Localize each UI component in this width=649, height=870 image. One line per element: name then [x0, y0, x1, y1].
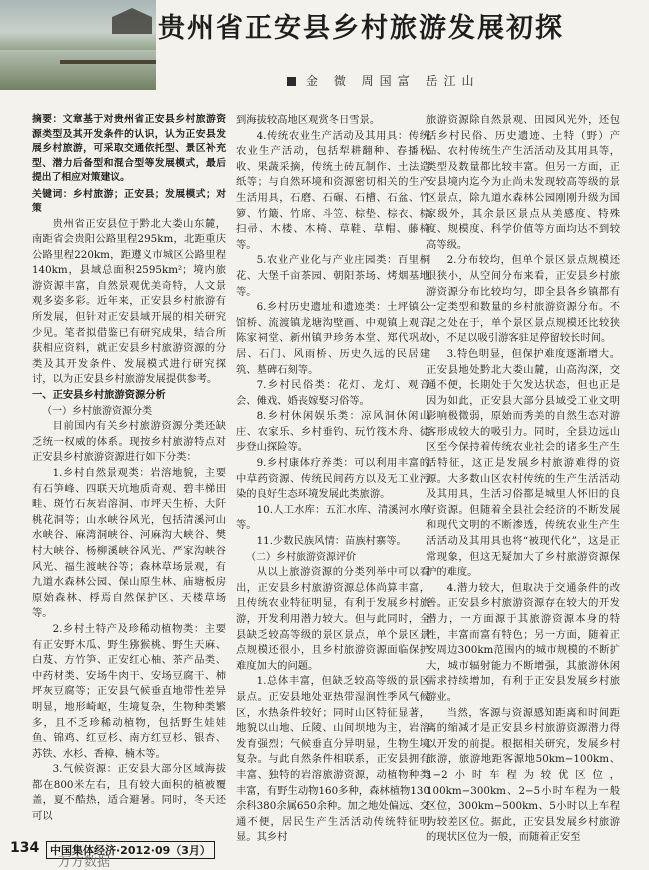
paragraph: 4.传统农业生产活动及其用具：传统农业生产活动，包括犁耕翻种、春播秋收、果蔬采摘，传统土砖瓦制作、土法造纸等；与自然环境和资源密切相关的生产生活用具，石磨、石碾、石槽、石盆、竹箩、竹簸、竹席、斗笠、棕垫、棕衣、棕扫帚、木楼、木椅、草鞋、草帽、藤椅等。 — [236, 129, 430, 251]
intro-paragraph: 贵州省正安县位于黔北大娄山东麓，南距省会贵阳公路里程295km，北距重庆公路里程220km，距遵义市城区公路里程140km，县域总面积2595km²；境内旅游资源丰富，自然景观优美奇特，人文景观多姿多彩。近年来，正安县乡村旅游有所发展，但针对正安县域开展的相关研究少见。笔者拟借鉴已有研究成果，结合所获相应资料，就正安县乡村旅游资源的分类及其开发条件、发展模式进行研究探讨，以为正安县乡村旅游发展提供参考。 — [32, 217, 226, 386]
article-title: 贵州省正安县乡村旅游发展初探 — [158, 13, 564, 44]
magazine-info: 中国集体经济·2012·09（3月） — [46, 841, 215, 859]
paragraph: 到海拔较高地区观赏冬日雪景。 — [236, 114, 381, 126]
section-heading-1: 一、正安县乡村旅游资源分析 — [32, 389, 166, 402]
paragraph: 3.特色明显，但保护难度逐渐增大。正安县地处黔北大娄山麓，山高沟深，交通不便，长期处于欠发达状态，但也正是因为如此，正安县大部分县域受工业文明影响极微弱，原始而秀美的自然生态对游客形成较大的吸引力。同时，全县边远山区至今保持着传统农业社会的诸多生产生活特征，这正是发展乡村旅游难得的资源。大多数山区农村传统的生产生活活动及其用具，生活习俗都是城里人怀旧的良好资源。但随着全县社会经济的不断发展和现代文明的不断渗透，传统农业生产生活活动及其用具也将“被现代化”，这是正常现象，但这无疑加大了乡村旅游资源保护的难度。 — [426, 347, 620, 579]
paragraph: 目前国内有关乡村旅游资源分类还缺乏统一权威的体系。现按乡村旅游特点对正安县乡村旅游资源进行如下分类： — [32, 420, 226, 464]
pavilion-image — [112, 8, 152, 34]
paragraph: 6.乡村历史遗址和遗迹类：土坪镇公馆桥、流渡镇龙塘沟壁画、中观镇上观音陈家祠堂、新州镇尹珍务本堂、郑代巩故居、石门、风雨桥、历史久远的民居建筑、墓碑石刻等。 — [236, 301, 430, 376]
abstract: 摘要：文章基于对贵州省正安县乡村旅游资源类型及其开发条件的认识，认为正安县发展乡村旅游，可采取交通依托型、景区补充型、潜力后备型和混合型等发展模式，最后提出了相应对策建议。 — [32, 114, 226, 183]
square-bullet-icon — [287, 77, 296, 86]
subsection-heading-1: （一）乡村旅游资源分类 — [42, 405, 152, 417]
dock-image — [60, 60, 156, 64]
lake-water — [0, 50, 156, 90]
watermark: 万方数据 — [58, 855, 111, 870]
paragraph: 2.乡村土特产及珍稀动植物类：主要有正安野木瓜、野生猕猴桃、野生天麻、白芨、方竹笋、正安红心柚、茶产品类、中药材类、安场牛肉干、安场豆腐干、柿坪灰豆腐等；正安县气候垂直地带性差异明显，地形崎岖，生境复杂，生物种类繁多，且不乏珍稀动植物，包括野生娃娃鱼、锦鸡、红豆杉、南方红豆杉、银杏、苏铁、水杉、香樟、楠木等。 — [32, 622, 226, 760]
paragraph: 5.农业产业化与产业庄园类：百里桐花、大堡千亩茶园、朝阳茶场、烤烟基地等。 — [236, 254, 430, 298]
paragraph: 8.乡村休闲娱乐类：凉风洞休闲山庄、农家乐、乡村垂钓、玩竹筏木舟、徒步登山探险等。 — [236, 410, 430, 454]
paragraph: 从以上旅游资源的分类列举中可以看出，正安县乡村旅游资源总体尚算丰富，且传统农业特征明显，有利于发展乡村旅游，开发利用潜力较大。但与此同时，全县缺乏较高等级的景区景点，单个景区景点规模还很小，且乡村旅游资源面临保护难度加大的问题。 — [236, 566, 430, 672]
paragraph: 11.少数民族风情：苗族村寨等。 — [256, 535, 407, 548]
paragraph: 当然，客源与资源感知距离和时间距离的缩减才是正安县乡村旅游资源潜力得以开发的前提。根据相关研究，发展乡村旅游，旅游地距客源地50km−100km、1−2小时车程为较优区位，100km−300km、2−5小时车程为一般区位，300km−500km、5小时以上车程为较差区位。据此，正安县发展乡村旅游的现状区位为一般，而随着正安至 — [426, 706, 620, 844]
subsection-heading-2: （二）乡村旅游资源评价 — [246, 551, 356, 563]
paragraph: 旅游资源除自然景观、田园风光外，还包括乡村民俗、历史遗迹、土特（野）产品、农村传统生产生活活动及其用具等，类型及数量都比较丰富。但另一方面，正安县境内迄今为止尚未发现较高等级的景区景点，除九道水森林公园刚刚升级为国家级外，其余景区景点从美感度、特殊度、规模度、科学价值等方面均达不到较高等级。 — [426, 114, 620, 251]
paragraph: 1.总体丰富，但缺乏较高等级的景区景点。正安县地处亚热带湿润性季风气候区，水热条件较好；同时山区特征显著，地貌以山地、丘陵、山间坝地为主，岩溶发育强烈；气候垂直分异明显，生物生境复杂。与此自然条件相联系，正安县拥有丰富、独特的岩溶旅游资源，动植物种类丰富，有野生动物160多种，森林植物130余科380余属650余种。加之地处偏远、交通不便，居民生产生活活动传统特征明显。其乡村 — [236, 675, 430, 844]
paragraph: 2.分布较均，但单个景区景点规模还很狭小，从空间分布来看，正安县乡村旅游资源分布比较均匀，即全县各乡镇都有一定类型和数量的乡村旅游资源分布。不足之处在于，单个景区景点规模还比较狭小，不足以吸引游客驻足停留较长时间。 — [426, 254, 620, 345]
header-photo — [0, 0, 156, 90]
keywords: 关键词：乡村旅游；正安县；发展模式；对策 — [32, 188, 226, 214]
paragraph: 9.乡村康体疗养类：可以利用丰富的中草药资源、传统民间药方以及无工业污染的良好生态环境发展此类旅游。 — [236, 457, 430, 501]
paragraph: 7.乡村民俗类：花灯、龙灯、观音会、傩戏、婚丧嫁娶习俗等。 — [236, 379, 430, 407]
column-2 — [236, 113, 430, 846]
column-1 — [32, 113, 226, 825]
author-names: 金 微 周国富 岳江山 — [306, 74, 480, 88]
page-number: 134 — [10, 840, 40, 856]
article-authors — [287, 72, 479, 89]
paragraph: 10.人工水库：五汇水库、清溪河水库等。 — [236, 503, 430, 532]
paragraph: 3.气候资源：正安县大部分区域海拔都在800米左右，且有较大面积的植被覆盖，夏不酷热，适合避暑。同时，冬天还可以 — [32, 763, 226, 823]
paragraph: 4.潜力较大，但取决于交通条件的改善。正安县乡村旅游资源存在较大的开发潜力，一方面源于其旅游资源本身的特性，丰富而富有特色；另一方面，随着正安周边300km范围内的城市规模的不断扩大，城市辐射能力不断增强，其旅游休闲需求持续增加，有利于正安县发展乡村旅游业。 — [426, 581, 620, 703]
paragraph: 1.乡村自然景观类：岩溶地貌，主要有石笋峰、四联天坑地质奇观、碧丰梯田畦、斑竹石灰岩溶洞、市坪天生桥、大阡桃花洞等；山水峡谷风光，包括清溪河山水峡谷、麻湾洞峡谷、河麻沟大峡谷、樊村大峡谷、杨柳溪峡谷风光、严家沟峡谷风光、福生渡峡谷等；森林草场景观，有九道水森林公园、保山原生林、庙塘板房原始森林、桴焉自然保护区、天楼草场等。 — [32, 467, 226, 620]
column-3 — [426, 113, 620, 846]
